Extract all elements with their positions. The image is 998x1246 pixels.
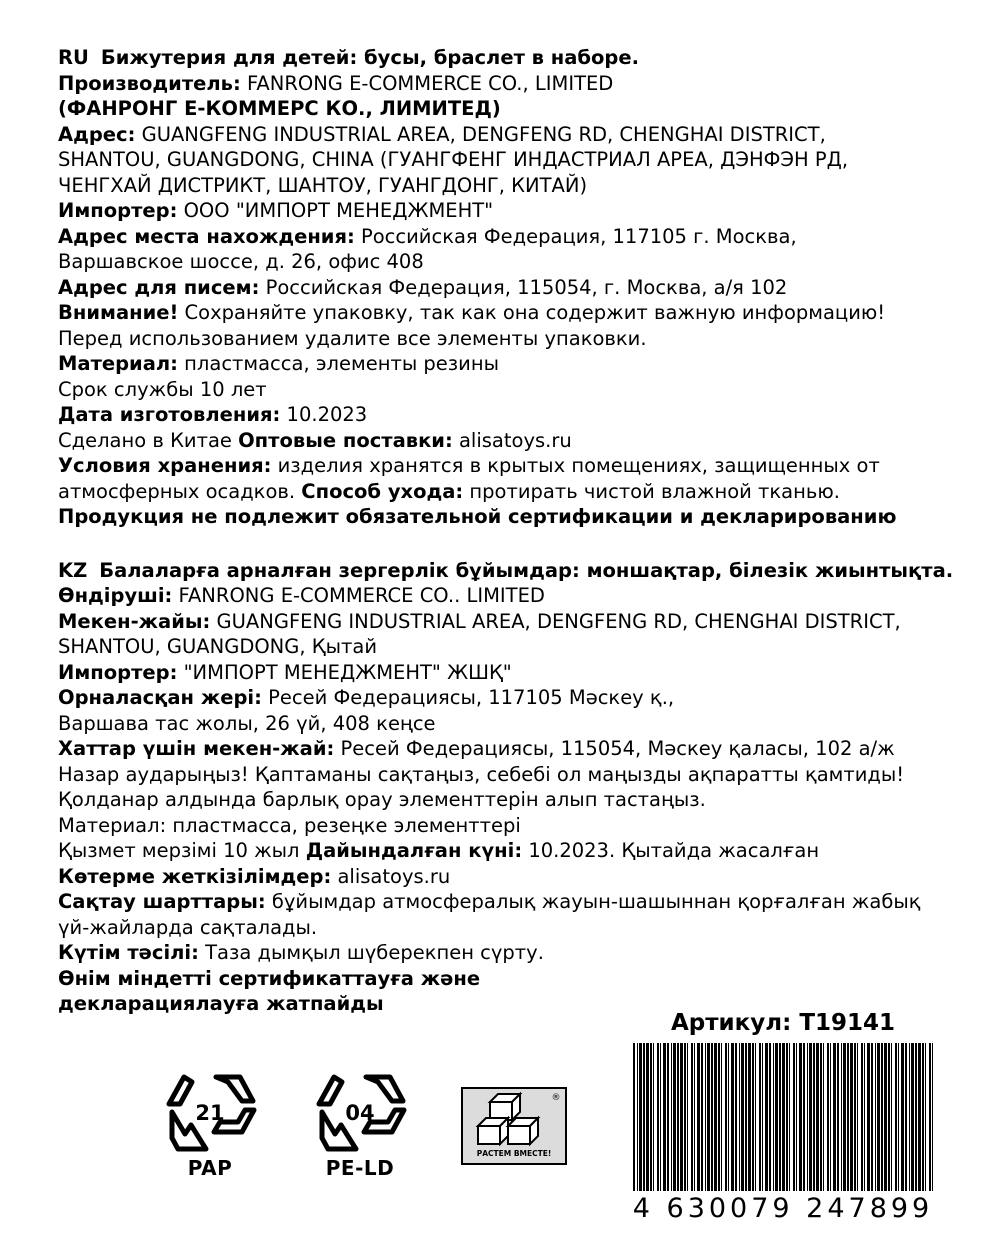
kz-info-text-run: Қолданар алдында барлық орау элементтерін алып тастаңыз. [58, 788, 706, 811]
ru-info-text-run: GUANGFENG INDUSTRIAL AREA, DENGFENG RD, CHENGHAI DISTRICT, [135, 122, 826, 146]
ru-info-line [58, 147, 938, 173]
ru-info-line [58, 71, 938, 97]
kz-info-line [58, 685, 938, 711]
ru-info-text-run: Срок службы 10 лет [58, 377, 267, 401]
ru-info-text-run: Продукция не подлежит обязательной сертификации и декларированию [58, 505, 897, 528]
ru-info-line [58, 173, 938, 199]
ru-info-text-run: протирать чистой влажной тканью. [463, 479, 840, 503]
kz-info-line [58, 915, 938, 941]
label-bottom-area [58, 1010, 948, 1225]
ru-info-text-run: Импортер: [58, 199, 178, 222]
kz-info-text-run: Импортер: [58, 660, 178, 684]
ru-info-text-run: Перед использованием удалите все элементы упаковки. [58, 326, 647, 350]
recycling-triangle-icon [158, 1068, 262, 1154]
barcode-bar [932, 1043, 933, 1191]
kz-info-line [58, 660, 938, 686]
ru-info-text-run: ООО "ИМПОРТ МЕНЕДЖМЕНТ" [177, 199, 494, 222]
kz-info-line [58, 940, 938, 966]
kz-info-line [58, 736, 938, 762]
kz-info-text-run: Көтерме жеткізілімдер: [58, 864, 332, 888]
ru-info-line [58, 326, 938, 352]
green-dot-label: РАСТЕМ ВМЕСТЕ! [476, 1149, 552, 1158]
ru-info-text-run: Варшавское шоссе, д. 26, офис 408 [58, 250, 424, 273]
ru-title-line [58, 45, 938, 71]
ru-info-line [58, 224, 938, 250]
ru-info-text-run: Адрес места нахождения: [58, 224, 355, 248]
ru-info-text-run: Дата изготовления: [58, 403, 281, 426]
ru-info-line [58, 275, 938, 301]
kz-info-text-run: бұйымдар атмосфералық жауын-шашыннан қорғалған жабық [265, 890, 921, 913]
ru-info-lines [58, 71, 938, 530]
ru-info-line [58, 377, 938, 403]
kz-info-text-run: Өнім міндетті сертификаттауға және [58, 966, 481, 990]
ru-info-text-run: (ФАНРОНГ Е-КОММЕРС КО., ЛИМИТЕД) [58, 97, 501, 120]
kz-info-text-run: Материал: пластмасса, резеңке элементтері [58, 813, 521, 837]
ru-info-text-run: Материал: [58, 352, 178, 375]
kz-info-text-run: Таза дымқыл шүберекпен сүрту. [198, 941, 544, 964]
kz-info-text-run: Ресей Федерациясы, 115054, Мәскеу қаласы, 102 а/ж [334, 737, 895, 760]
label-text-content [58, 45, 954, 1017]
ru-info-text-run: Условия хранения: [58, 454, 272, 477]
kz-info-line [58, 634, 938, 660]
rastem-vmeste-icon [460, 1086, 568, 1166]
kz-info-line [58, 583, 938, 609]
kz-info-text-run: GUANGFENG INDUSTRIAL AREA, DENGFENG RD, CHENGHAI DISTRICT, [210, 609, 901, 633]
kz-info-text-run: үй-жайларда сақталады. [58, 915, 318, 939]
kz-info-text-run: Хаттар үшін мекен-жай: [58, 737, 335, 760]
block-spacer [58, 530, 938, 558]
kz-title-line [58, 558, 954, 584]
ru-info-line [58, 428, 938, 454]
article-line [618, 1010, 948, 1036]
ru-info-line [58, 479, 938, 505]
kz-info-line [58, 787, 938, 813]
kz-info-text-run: декларациялауға жатпайды [58, 992, 384, 1015]
ru-info-text-run: alisatoys.ru [452, 428, 572, 452]
ru-info-text-run: SHANTOU, GUANGDONG, CHINA (ГУАНГФЕНГ ИНДАСТРИАЛ АРЕА, ДЭНФЭН РД, [58, 148, 849, 171]
kz-info-text-run: Варшава тас жолы, 26 үй, 408 кеңсе [58, 711, 436, 735]
registered-trademark-icon: ® [551, 1093, 561, 1103]
ru-info-line [58, 351, 938, 377]
packaging-symbols [158, 1068, 570, 1180]
barcode-bars [618, 1043, 948, 1191]
kz-info-lines [58, 583, 938, 1017]
kz-product-title: Балаларға арналған зергерлік бұйымдар: моншақтар, білезік жиынтықта. [99, 558, 954, 582]
ru-product-title: Бижутерия для детей: бусы, браслет в наборе. [100, 46, 640, 69]
kz-info-text-run: Дайындалған күні: [305, 839, 523, 862]
barcode-area [618, 1010, 948, 1224]
kz-language-block [58, 558, 954, 1017]
kz-info-line [58, 966, 938, 992]
recycling-label-peld: PE-LD [325, 1156, 395, 1180]
kz-info-text-run: Орналасқан жері: [58, 686, 262, 709]
kz-info-text-run: Ресей Федерациясы, 117105 Мәскеу қ., [261, 686, 675, 709]
kz-info-text-run: 10.2023. Қытайда жасалған [522, 839, 820, 862]
recycling-triangle-icon [308, 1068, 412, 1154]
ru-info-text-run: ЧЕНГХАЙ ДИСТРИКТ, ШАНТОУ, ГУАНГДОНГ, КИТАЙ) [58, 173, 588, 197]
ru-info-text-run: Внимание! [58, 301, 179, 324]
ru-info-text-run: Производитель: [58, 71, 241, 95]
kz-info-text-run: Қызмет мерзімі 10 жыл [58, 839, 306, 862]
kz-info-text-run: Сақтау шарттары: [58, 890, 266, 913]
kz-info-text-run: SHANTOU, GUANGDONG, Қытай [58, 635, 377, 658]
article-value: T19141 [799, 1010, 896, 1036]
ru-info-text-run: изделия хранятся в крытых помещениях, защищенных от [271, 454, 880, 477]
ru-info-text-run: Способ ухода: [301, 479, 464, 503]
ru-language-block [58, 45, 938, 530]
recycling-label-pap: PAP [187, 1156, 233, 1180]
article-label: Артикул: [670, 1010, 792, 1036]
kz-info-line [58, 813, 938, 839]
ru-info-text-run: Российская Федерация, 117105 г. Москва, [354, 224, 797, 248]
kz-info-text-run: FANRONG E-COMMERCE CO.. LIMITED [172, 584, 545, 607]
ru-info-line [58, 453, 938, 479]
kz-info-line [58, 609, 938, 635]
kz-info-line [58, 838, 938, 864]
kz-info-text-run: "ИМПОРТ МЕНЕДЖМЕНТ" ЖШҚ" [177, 660, 512, 684]
kz-info-text-run: Мекен-жайы: [58, 609, 211, 633]
ru-info-line [58, 96, 938, 122]
recycling-code-pap: 21 [195, 1101, 225, 1125]
ru-info-text-run: Сделано в Китае [58, 428, 239, 452]
ru-info-text-run: Российская Федерация, 115054, г. Москва, а/я 102 [259, 275, 788, 299]
ru-info-text-run: Адрес: [58, 122, 136, 146]
kz-info-text-run: alisatoys.ru [331, 864, 451, 888]
ru-info-line [58, 402, 938, 428]
ru-info-line [58, 198, 938, 224]
kz-info-text-run: Өндіруші: [58, 584, 173, 607]
ru-info-text-run: Адрес для писем: [58, 275, 260, 299]
ru-info-text-run: Оптовые поставки: [238, 428, 453, 452]
barcode-digits: 4 630079 247899 [632, 1193, 934, 1224]
ru-info-text-run: пластмасса, элементы резины [177, 352, 499, 375]
recycling-code-peld: 04 [345, 1101, 375, 1125]
ru-info-text-run: 10.2023 [280, 403, 368, 426]
kz-language-tag: KZ [58, 558, 88, 582]
ru-info-text-run: атмосферных осадков. [58, 479, 302, 503]
kz-info-text-run: Күтім тәсілі: [58, 941, 199, 964]
kz-info-line [58, 762, 938, 788]
green-dot-symbol [458, 1086, 570, 1180]
ru-info-line [58, 249, 938, 275]
ru-info-line [58, 122, 938, 148]
kz-info-text-run: Назар аударыңыз! Қаптаманы сақтаңыз, себебі ол маңызды ақпаратты қамтиды! [58, 762, 905, 786]
recycling-symbol-peld [308, 1068, 412, 1180]
kz-info-line [58, 889, 938, 915]
ru-language-tag: RU [58, 46, 89, 69]
ru-info-text-run: Сохраняйте упаковку, так как она содержит важную информацию! [178, 301, 886, 324]
kz-info-line [58, 711, 938, 737]
recycling-symbol-pap [158, 1068, 262, 1180]
ru-info-text-run: FANRONG E-COMMERCE CO., LIMITED [240, 71, 614, 95]
kz-info-line [58, 864, 938, 890]
ru-info-line [58, 504, 938, 530]
ru-info-line [58, 300, 938, 326]
